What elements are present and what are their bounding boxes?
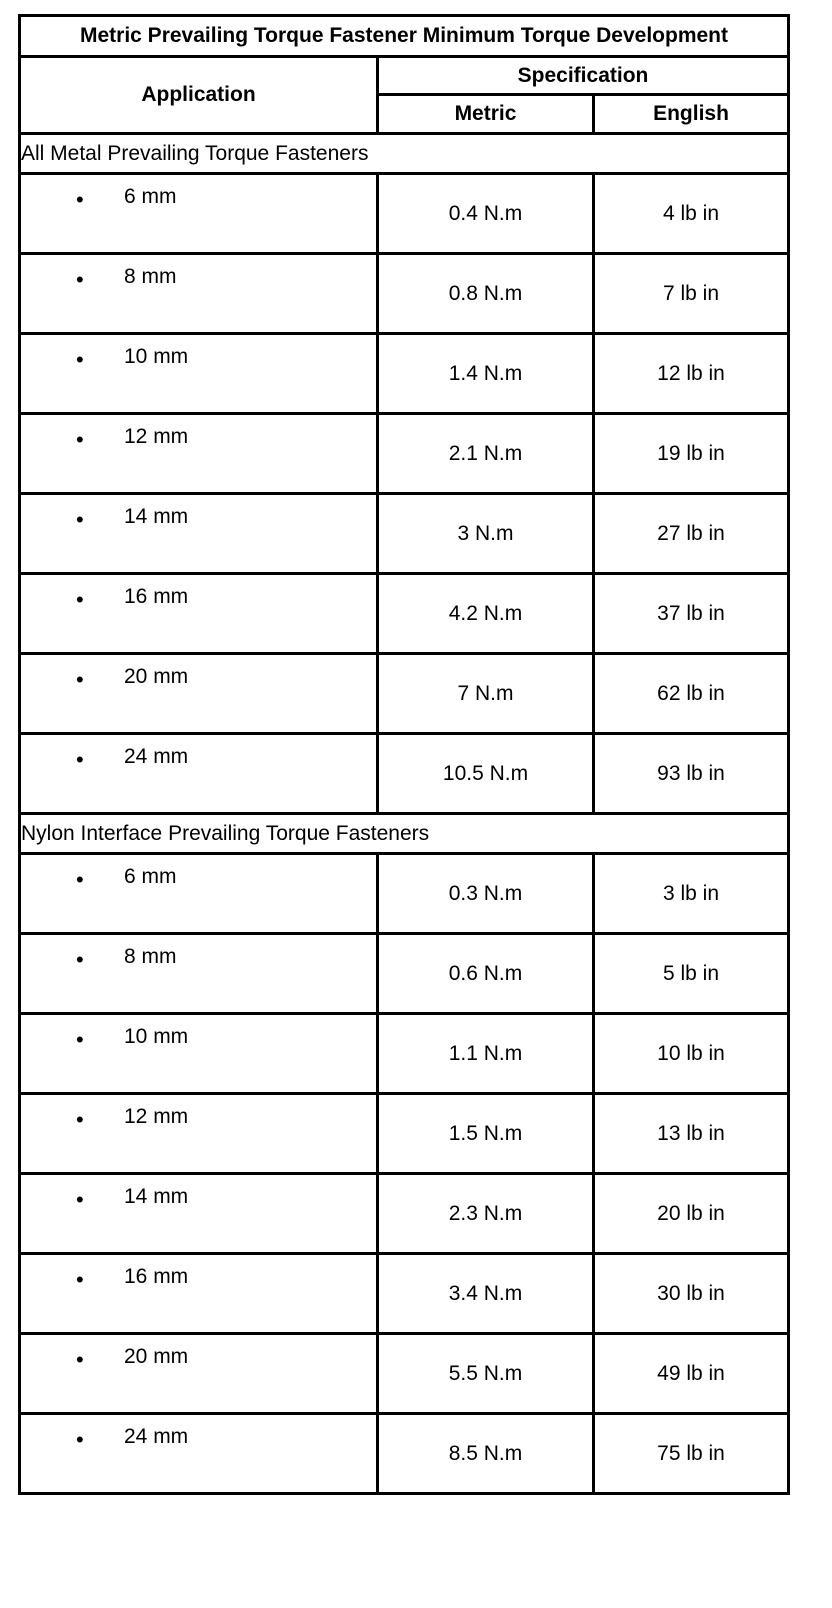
metric-value: 2.3 N.m	[378, 1174, 594, 1254]
english-value: 5 lb in	[594, 934, 789, 1014]
english-value: 12 lb in	[594, 334, 789, 414]
table-title: Metric Prevailing Torque Fastener Minimum Torque Development	[20, 16, 789, 57]
bullet-icon: •	[76, 1427, 84, 1452]
table-row	[20, 1094, 789, 1174]
table-row	[20, 494, 789, 574]
bullet-icon: •	[76, 667, 84, 692]
fastener-size: 16 mm	[124, 585, 189, 608]
table-title-row	[20, 16, 789, 57]
table-row	[20, 654, 789, 734]
application-cell	[20, 1174, 378, 1254]
english-value: 37 lb in	[594, 574, 789, 654]
application-cell	[20, 1334, 378, 1414]
bullet-icon: •	[76, 267, 84, 292]
bullet-icon: •	[76, 747, 84, 772]
english-header: English	[594, 95, 789, 134]
application-cell	[20, 494, 378, 574]
metric-value: 0.8 N.m	[378, 254, 594, 334]
metric-value: 1.1 N.m	[378, 1014, 594, 1094]
english-value: 75 lb in	[594, 1414, 789, 1494]
section-row	[20, 814, 789, 854]
fastener-size: 6 mm	[124, 185, 177, 208]
fastener-size: 20 mm	[124, 665, 189, 688]
fastener-size: 24 mm	[124, 745, 189, 768]
table-row	[20, 174, 789, 254]
fastener-size: 10 mm	[124, 345, 189, 368]
metric-value: 1.5 N.m	[378, 1094, 594, 1174]
table-row	[20, 414, 789, 494]
application-cell	[20, 854, 378, 934]
english-value: 4 lb in	[594, 174, 789, 254]
bullet-icon: •	[76, 1187, 84, 1212]
application-cell	[20, 1414, 378, 1494]
bullet-icon: •	[76, 1027, 84, 1052]
fastener-size: 14 mm	[124, 1185, 189, 1208]
metric-value: 1.4 N.m	[378, 334, 594, 414]
bullet-icon: •	[76, 187, 84, 212]
metric-value: 0.6 N.m	[378, 934, 594, 1014]
metric-value: 0.3 N.m	[378, 854, 594, 934]
table-body	[20, 134, 789, 1494]
table-row	[20, 334, 789, 414]
bullet-icon: •	[76, 947, 84, 972]
fastener-size: 10 mm	[124, 1025, 189, 1048]
fastener-size: 16 mm	[124, 1265, 189, 1288]
bullet-icon: •	[76, 587, 84, 612]
header-row-1	[20, 57, 789, 95]
table-row	[20, 1174, 789, 1254]
bullet-icon: •	[76, 507, 84, 532]
english-value: 93 lb in	[594, 734, 789, 814]
english-value: 30 lb in	[594, 1254, 789, 1334]
application-cell	[20, 254, 378, 334]
application-cell	[20, 1094, 378, 1174]
metric-value: 7 N.m	[378, 654, 594, 734]
table-row	[20, 934, 789, 1014]
fastener-size: 14 mm	[124, 505, 189, 528]
metric-value: 3 N.m	[378, 494, 594, 574]
metric-header: Metric	[378, 95, 594, 134]
bullet-icon: •	[76, 427, 84, 452]
table-row	[20, 1254, 789, 1334]
english-value: 19 lb in	[594, 414, 789, 494]
section-row	[20, 134, 789, 174]
fastener-size: 20 mm	[124, 1345, 189, 1368]
bullet-icon: •	[76, 347, 84, 372]
english-value: 27 lb in	[594, 494, 789, 574]
table-row	[20, 574, 789, 654]
fastener-size: 6 mm	[124, 865, 177, 888]
metric-value: 8.5 N.m	[378, 1414, 594, 1494]
table-row	[20, 1414, 789, 1494]
application-cell	[20, 1254, 378, 1334]
metric-value: 4.2 N.m	[378, 574, 594, 654]
fastener-size: 8 mm	[124, 945, 177, 968]
fastener-size: 12 mm	[124, 1105, 189, 1128]
english-value: 62 lb in	[594, 654, 789, 734]
application-cell	[20, 654, 378, 734]
english-value: 49 lb in	[594, 1334, 789, 1414]
english-value: 13 lb in	[594, 1094, 789, 1174]
english-value: 10 lb in	[594, 1014, 789, 1094]
bullet-icon: •	[76, 1267, 84, 1292]
application-cell	[20, 574, 378, 654]
metric-value: 0.4 N.m	[378, 174, 594, 254]
table-row	[20, 254, 789, 334]
table-row	[20, 734, 789, 814]
fastener-size: 8 mm	[124, 265, 177, 288]
application-cell	[20, 414, 378, 494]
specification-header: Specification	[378, 57, 789, 95]
fastener-size: 12 mm	[124, 425, 189, 448]
table-row	[20, 1334, 789, 1414]
torque-spec-table	[18, 14, 790, 1495]
table-row	[20, 854, 789, 934]
section-label: All Metal Prevailing Torque Fasteners	[20, 134, 789, 174]
metric-value: 5.5 N.m	[378, 1334, 594, 1414]
bullet-icon: •	[76, 1347, 84, 1372]
fastener-size: 24 mm	[124, 1425, 189, 1448]
metric-value: 3.4 N.m	[378, 1254, 594, 1334]
metric-value: 10.5 N.m	[378, 734, 594, 814]
english-value: 20 lb in	[594, 1174, 789, 1254]
bullet-icon: •	[76, 1107, 84, 1132]
application-cell	[20, 334, 378, 414]
bullet-icon: •	[76, 867, 84, 892]
english-value: 3 lb in	[594, 854, 789, 934]
english-value: 7 lb in	[594, 254, 789, 334]
application-cell	[20, 174, 378, 254]
application-cell	[20, 934, 378, 1014]
metric-value: 2.1 N.m	[378, 414, 594, 494]
application-cell	[20, 1014, 378, 1094]
application-header: Application	[20, 57, 378, 134]
table-row	[20, 1014, 789, 1094]
section-label: Nylon Interface Prevailing Torque Fasteners	[20, 814, 789, 854]
application-cell	[20, 734, 378, 814]
